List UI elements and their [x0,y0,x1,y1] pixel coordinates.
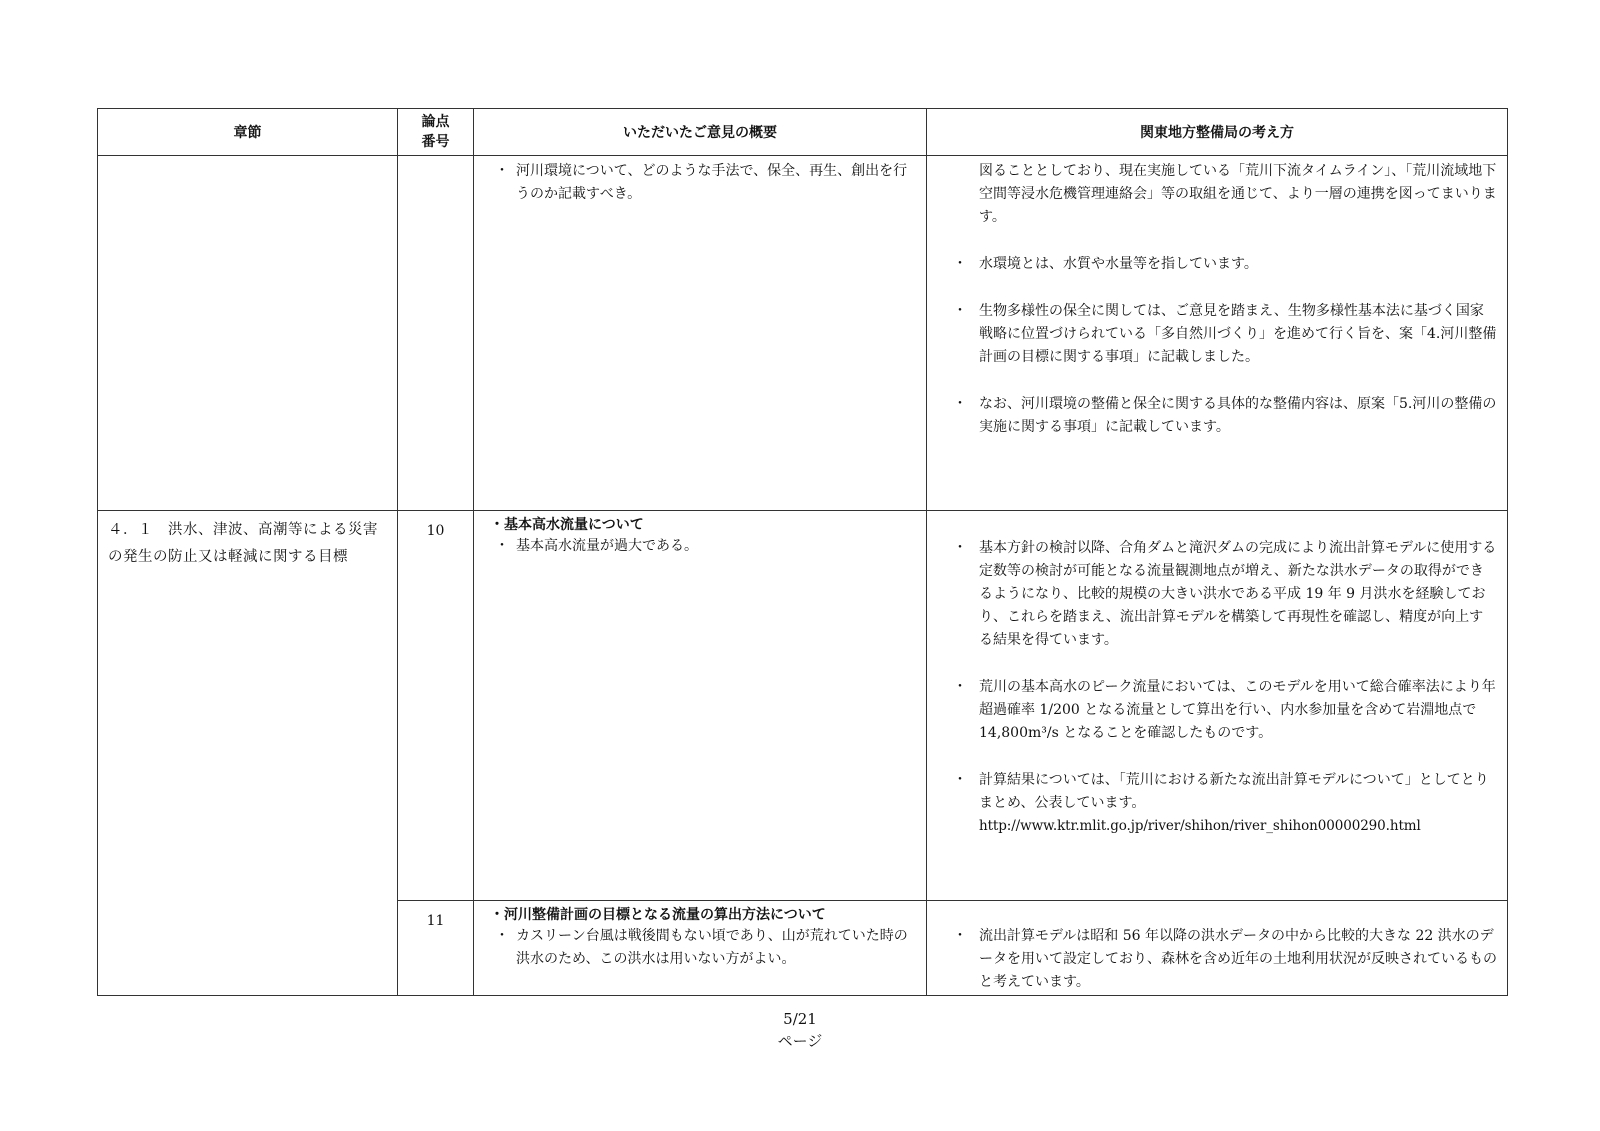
reference-url[interactable]: http://www.ktr.mlit.go.jp/river/shihon/river_shihon00000290.html [979,818,1421,834]
table-row [98,156,1508,511]
response-text-body: 計算結果については、「荒川における新たな流出計算モデルについて」としてとりまとめ、公表しています。 [979,772,1489,811]
response-item [941,300,1497,369]
header-response: 関東地方整備局の考え方 [927,109,1508,156]
section-cell: ４．１ 洪水、津波、高潮等による災害の発生の防止又は軽減に関する目標 [98,511,398,996]
bullet-dot: ・ [953,256,967,272]
bullet-dot: ・ [953,772,967,788]
response-item [941,925,1497,994]
table-header-row [98,109,1508,156]
response-text [979,769,1497,838]
response-text: 基本方針の検討以降、合角ダムと滝沢ダムの完成により流出計算モデルに使用する定数等の検討が可能となる流量観測地点が増え、新たな洪水データの取得ができるようになり、比較的規模の大きい洪水である平成 19 年 9 月洪水を経験しており、これらを踏まえ、流出計算モデルを構築して再現性を確認し、精度が向上する結果を得ています。 [979,540,1497,648]
opinion-heading: ・河川整備計画の目標となる流量の算出方法について [490,907,826,923]
bullet-dot: ・ [953,303,967,319]
opinion-cell [474,156,927,511]
response-text: なお、河川環境の整備と保全に関する具体的な整備内容は、原案「5.河川の整備の実施に関する事項」に記載しています。 [979,396,1497,435]
bullet-dot: ・ [953,928,967,944]
bullet-dot: ・ [953,540,967,556]
opinion-heading: ・基本高水流量について [490,517,644,533]
response-item [941,676,1497,745]
opinion-item [488,160,916,206]
response-item [941,769,1497,838]
response-item [941,393,1497,439]
opinion-text: 河川環境について、どのような手法で、保全、再生、創出を行うのか記載すべき。 [516,163,908,202]
opinion-cell [474,901,927,996]
bullet-dot: ・ [953,679,967,695]
opinion-response-table [97,108,1508,996]
response-item [941,253,1497,276]
opinion-cell [474,511,927,901]
section-cell [98,156,398,511]
bullet-dot: ・ [953,396,967,412]
bullet-dot: ・ [495,163,509,179]
opinion-item [488,535,916,558]
header-opinion: いただいたご意見の概要 [474,109,927,156]
response-text: 生物多様性の保全に関しては、ご意見を踏まえ、生物多様性基本法に基づく国家戦略に位置づけられている「多自然川づくり」を進めて行く旨を、案「4.河川整備計画の目標に関する事項」に記載しました。 [979,303,1497,365]
bullet-dot: ・ [495,928,509,944]
response-text: 図ることとしており、現在実施している「荒川下流タイムライン」、「荒川流域地下空間等浸水危機管理連絡会」等の取組を通じて、より一層の連携を図ってまいります。 [979,163,1497,225]
number-cell: 10 [398,511,474,901]
opinion-text: カスリーン台風は戦後間もない頃であり、山が荒れていた時の洪水のため、この洪水は用いない方がよい。 [516,928,908,967]
number-cell: 11 [398,901,474,996]
bullet-dot [941,160,979,229]
header-number-label: 論点 番号 [421,114,450,150]
opinion-item [488,925,916,971]
response-cell [927,511,1508,901]
number-cell [398,156,474,511]
response-text: 流出計算モデルは昭和 56 年以降の洪水データの中から比較的大きな 22 洪水のデータを用いて設定しており、森林を含め近年の土地利用状況が反映されているものと考えています。 [979,928,1497,990]
header-section: 章節 [98,109,398,156]
header-number [398,109,474,156]
opinion-text: 基本高水流量が過大である。 [516,538,698,554]
response-cell [927,901,1508,996]
response-cell [927,156,1508,511]
bullet-dot: ・ [495,538,509,554]
response-text: 水環境とは、水質や水量等を指しています。 [979,256,1258,272]
response-item [941,160,1497,229]
page-label: ページ [777,1032,823,1050]
response-text: 荒川の基本高水のピーク流量においては、このモデルを用いて総合確率法により年超過確率 1/200 となる流量として算出を行い、内水参加量を含めて岩淵地点で 14,800m³/s となることを確認したものです。 [979,679,1496,741]
page-number: 5/21 [783,1010,817,1028]
table-row [98,511,1508,901]
response-item [941,537,1497,652]
